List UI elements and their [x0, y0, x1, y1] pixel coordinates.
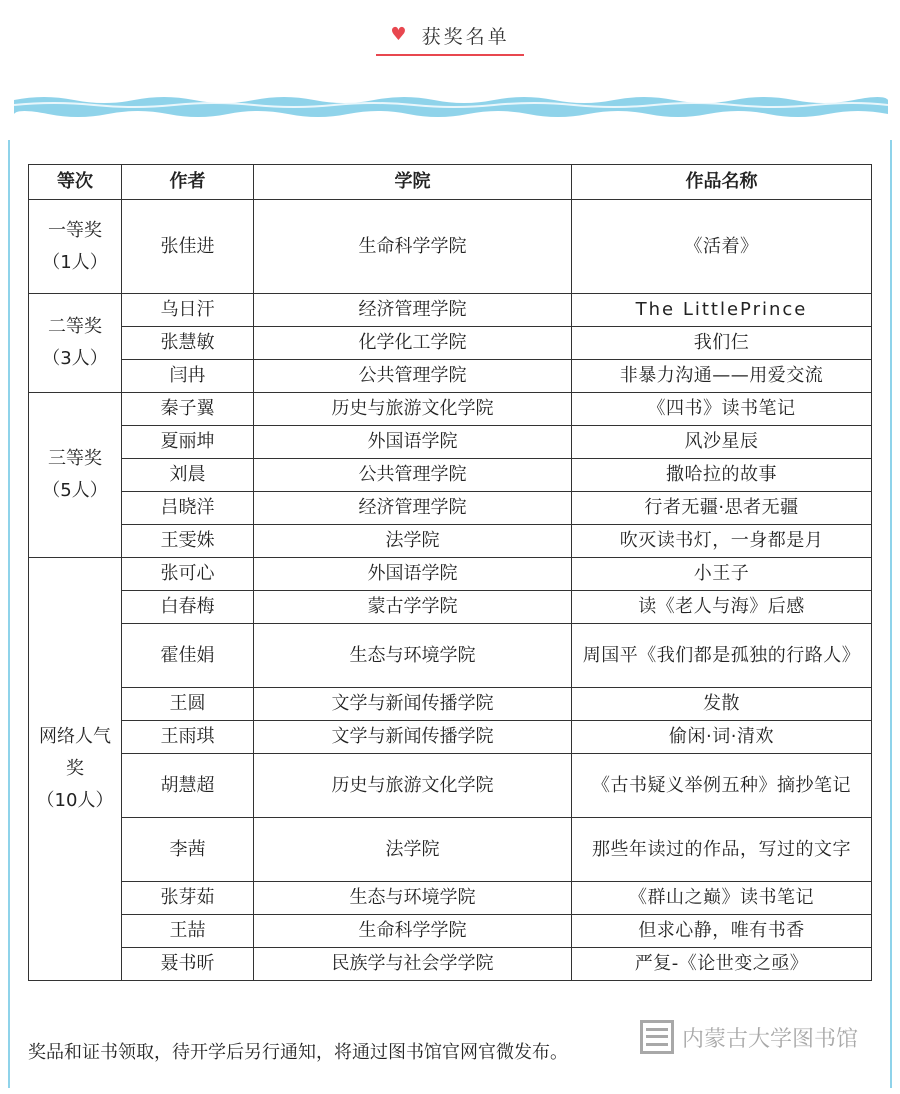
- author-cell: 张佳进: [122, 200, 254, 294]
- watermark-text: 内蒙古大学图书馆: [682, 1026, 859, 1052]
- college-cell: 生态与环境学院: [254, 624, 572, 688]
- table-row: [29, 688, 872, 721]
- work-cell: 吹灭读书灯，一身都是月: [572, 525, 872, 558]
- work-cell: 《活着》: [572, 200, 872, 294]
- college-cell: 外国语学院: [254, 558, 572, 591]
- work-cell: 读《老人与海》后感: [572, 591, 872, 624]
- author-cell: 聂书昕: [122, 948, 254, 981]
- work-cell: 周国平《我们都是孤独的行路人》: [572, 624, 872, 688]
- table-row: [29, 915, 872, 948]
- author-cell: 吕晓洋: [122, 492, 254, 525]
- column-header-author: 作者: [122, 165, 254, 200]
- header-title-bar: [376, 20, 523, 56]
- college-cell: 历史与旅游文化学院: [254, 393, 572, 426]
- college-cell: 生态与环境学院: [254, 882, 572, 915]
- table-row: [29, 818, 872, 882]
- college-cell: 文学与新闻传播学院: [254, 721, 572, 754]
- college-cell: 文学与新闻传播学院: [254, 688, 572, 721]
- table-row: [29, 948, 872, 981]
- table-row: [29, 492, 872, 525]
- table-row: [29, 591, 872, 624]
- work-cell: 那些年读过的作品，写过的文字: [572, 818, 872, 882]
- college-cell: 历史与旅游文化学院: [254, 754, 572, 818]
- watermark: [640, 1020, 858, 1054]
- work-cell: 《四书》读书笔记: [572, 393, 872, 426]
- author-cell: 张可心: [122, 558, 254, 591]
- table-row: [29, 393, 872, 426]
- work-cell: 发散: [572, 688, 872, 721]
- table-row: [29, 624, 872, 688]
- rank-count: （1人）: [42, 251, 108, 273]
- awards-table: [28, 164, 872, 981]
- work-cell: 撒哈拉的故事: [572, 459, 872, 492]
- college-cell: 法学院: [254, 525, 572, 558]
- work-cell: 小王子: [572, 558, 872, 591]
- college-cell: 蒙古学学院: [254, 591, 572, 624]
- work-cell: 我们仨: [572, 327, 872, 360]
- rank-name: 网络人气奖: [39, 726, 111, 779]
- work-cell: 严复-《论世变之亟》: [572, 948, 872, 981]
- work-cell: 非暴力沟通——用爱交流: [572, 360, 872, 393]
- column-header-work: 作品名称: [572, 165, 872, 200]
- table-row: [29, 754, 872, 818]
- table-row: [29, 525, 872, 558]
- college-cell: 法学院: [254, 818, 572, 882]
- author-cell: 白春梅: [122, 591, 254, 624]
- rank-count: （5人）: [42, 480, 108, 501]
- rank-cell-third: [29, 393, 122, 558]
- frame-right-border: [890, 140, 892, 1088]
- author-cell: 夏丽坤: [122, 426, 254, 459]
- rank-cell-second: [29, 294, 122, 393]
- page-title: 获奖名单: [421, 25, 510, 48]
- work-cell: 风沙星辰: [572, 426, 872, 459]
- rank-name: 三等奖: [48, 448, 102, 469]
- author-cell: 李茜: [122, 818, 254, 882]
- author-cell: 霍佳娟: [122, 624, 254, 688]
- rank-count: （10人）: [36, 790, 114, 811]
- work-cell: The LittlePrince: [572, 294, 872, 327]
- table-header-row: [29, 165, 872, 200]
- author-cell: 胡慧超: [122, 754, 254, 818]
- college-cell: 公共管理学院: [254, 459, 572, 492]
- library-logo-icon: [640, 1020, 674, 1054]
- table-row: [29, 882, 872, 915]
- author-cell: 王喆: [122, 915, 254, 948]
- author-cell: 秦子翼: [122, 393, 254, 426]
- work-cell: 但求心静，唯有书香: [572, 915, 872, 948]
- college-cell: 公共管理学院: [254, 360, 572, 393]
- table-row: [29, 200, 872, 294]
- table-row: [29, 360, 872, 393]
- author-cell: 张慧敏: [122, 327, 254, 360]
- rank-cell-first: [29, 200, 122, 294]
- author-cell: 刘晨: [122, 459, 254, 492]
- author-cell: 王圆: [122, 688, 254, 721]
- work-cell: 偷闲·词·清欢: [572, 721, 872, 754]
- rank-cell-popularity: [29, 558, 122, 981]
- rank-name: 一等奖: [48, 219, 102, 241]
- table-row: [29, 426, 872, 459]
- college-cell: 经济管理学院: [254, 492, 572, 525]
- college-cell: 经济管理学院: [254, 294, 572, 327]
- table-row: [29, 558, 872, 591]
- college-cell: 化学化工学院: [254, 327, 572, 360]
- table-row: [29, 721, 872, 754]
- work-cell: 《古书疑义举例五种》摘抄笔记: [572, 754, 872, 818]
- work-cell: 行者无疆·思者无疆: [572, 492, 872, 525]
- college-cell: 外国语学院: [254, 426, 572, 459]
- college-cell: 民族学与社会学学院: [254, 948, 572, 981]
- author-cell: 闫冉: [122, 360, 254, 393]
- work-cell: 《群山之巅》读书笔记: [572, 882, 872, 915]
- table-row: [29, 459, 872, 492]
- rank-count: （3人）: [42, 348, 108, 369]
- rank-name: 二等奖: [48, 316, 102, 337]
- table-row: [29, 327, 872, 360]
- column-header-rank: 等次: [29, 165, 122, 200]
- author-cell: 王雨琪: [122, 721, 254, 754]
- heart-icon: ♥: [390, 24, 410, 45]
- footer-note: 奖品和证书领取，待开学后另行通知，将通过图书馆官网官微发布。: [28, 1042, 568, 1063]
- column-header-college: 学院: [254, 165, 572, 200]
- header: [0, 20, 900, 56]
- author-cell: 张芽茹: [122, 882, 254, 915]
- college-cell: 生命科学学院: [254, 200, 572, 294]
- college-cell: 生命科学学院: [254, 915, 572, 948]
- frame-left-border: [8, 140, 10, 1088]
- author-cell: 王雯姝: [122, 525, 254, 558]
- author-cell: 乌日汗: [122, 294, 254, 327]
- wave-divider: [14, 92, 888, 118]
- table-row: [29, 294, 872, 327]
